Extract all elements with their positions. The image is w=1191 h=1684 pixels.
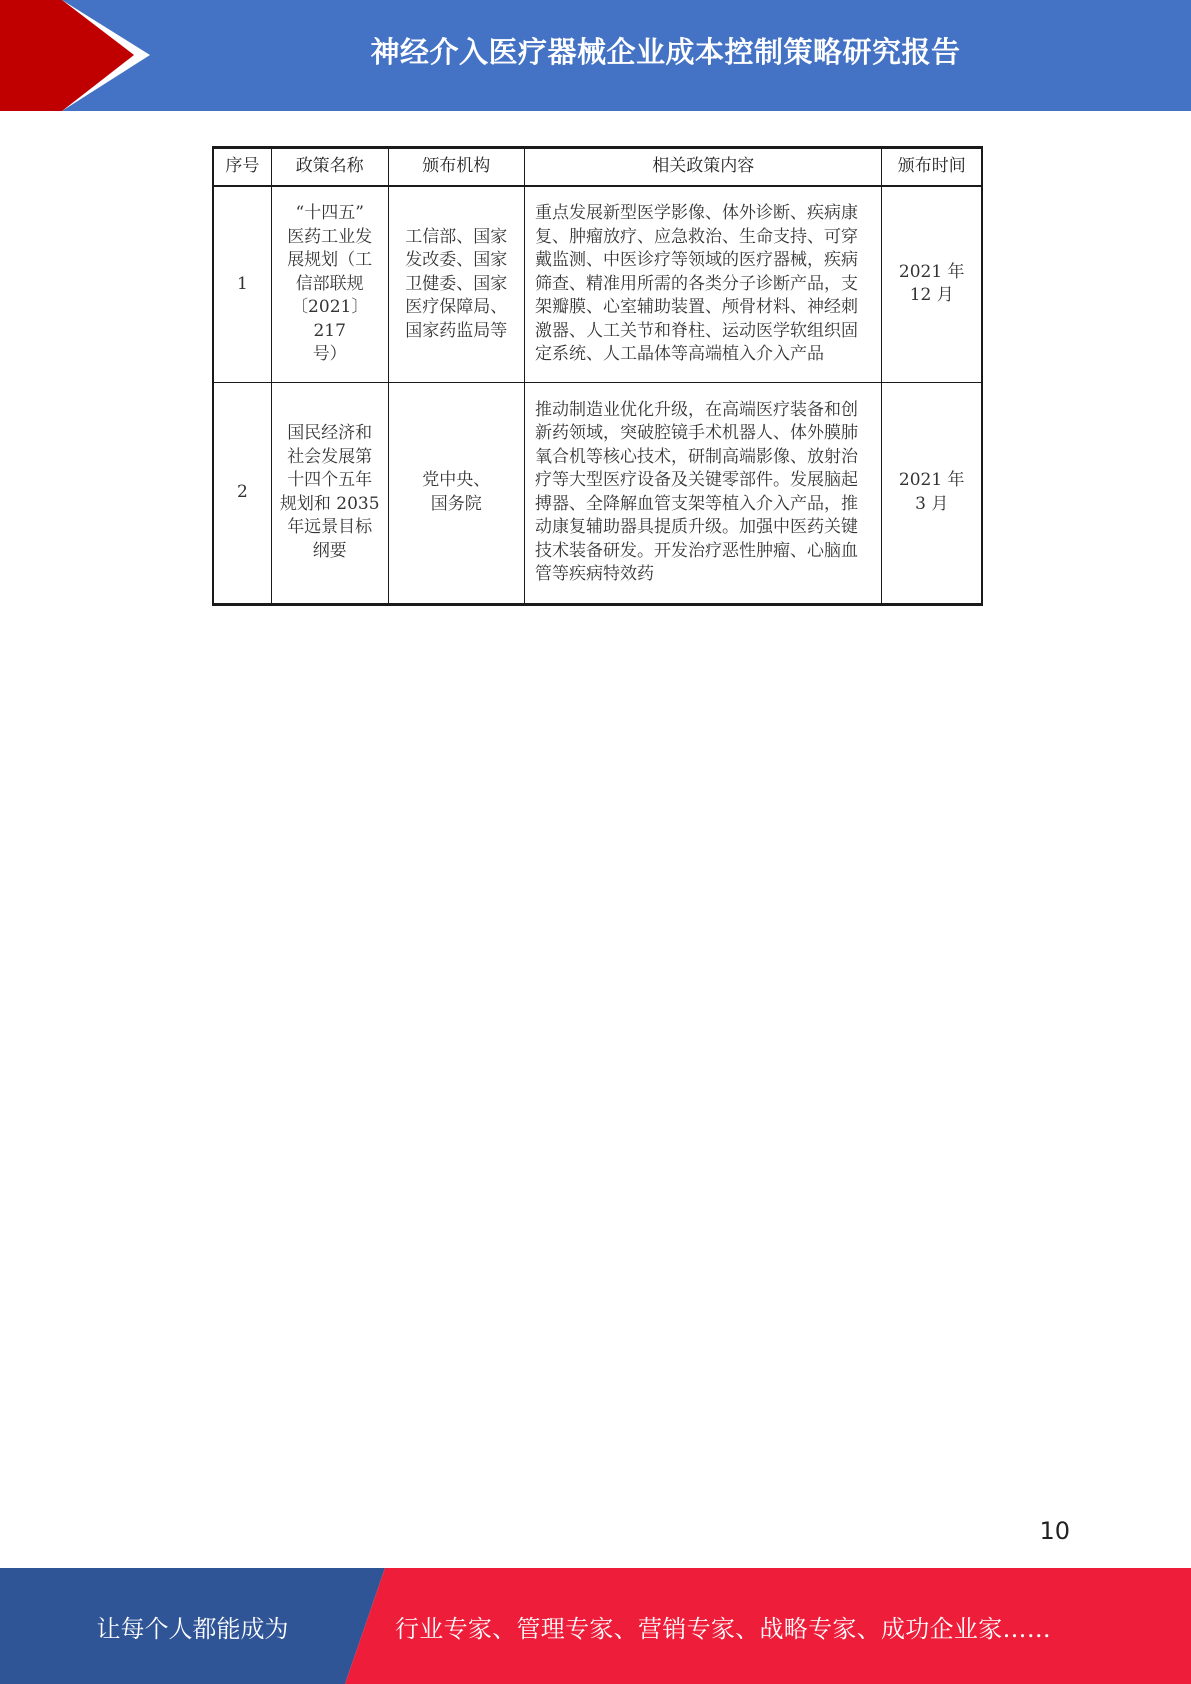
name-line: 信部联规 <box>295 273 364 294</box>
name-line: 国民经济和 <box>287 423 373 443</box>
header-cell-no: 序号 <box>213 148 271 187</box>
date-line: 12 月 <box>909 285 954 306</box>
date-line: 2021 年 <box>898 470 965 490</box>
header-cell-name: 政策名称 <box>271 148 388 187</box>
name-line: 十四个五年 <box>287 470 373 490</box>
cell-org <box>388 186 525 382</box>
policy-table-container <box>212 146 983 606</box>
header-cell-date: 颁布时间 <box>882 148 982 187</box>
name-line: 社会发展第 <box>287 446 373 467</box>
document-title: 神经介入医疗器械企业成本控制策略研究报告 <box>370 34 961 69</box>
name-line: 〔2021〕217 <box>291 297 369 341</box>
org-line: 医疗保障局、 <box>405 297 508 317</box>
table-row <box>213 186 982 382</box>
table-header-row <box>213 148 982 187</box>
cell-content: 重点发展新型医学影像、体外诊断、疾病康复、肿瘤放疗、应急救治、生命支持、可穿戴监测、中医诊疗等领域的医疗器械，疾病筛查、精准用所需的各类分子诊断产品，支架瓣膜、心室辅助装置、颅骨材料、神经刺激器、人工关节和脊柱、运动医学软组织固定系统、人工晶体等高端植入介入产品 <box>525 186 882 382</box>
org-line: 国务院 <box>430 493 482 514</box>
name-line: “十四五” <box>295 203 364 223</box>
chevron-icon <box>0 0 160 111</box>
table-row <box>213 382 982 604</box>
footer-slogan-right: 行业专家、管理专家、营销专家、战略专家、成功企业家…… <box>395 1614 1052 1643</box>
cell-name <box>271 382 388 604</box>
org-line: 国家药监局等 <box>405 320 508 341</box>
org-line: 卫健委、国家 <box>405 273 508 294</box>
cell-no: 2 <box>213 382 271 604</box>
date-line: 3 月 <box>915 493 949 514</box>
date-line: 2021 年 <box>898 261 965 282</box>
page-number: 10 <box>1039 1517 1070 1545</box>
cell-org <box>388 382 525 604</box>
name-line: 纲要 <box>312 540 347 561</box>
footer-bar <box>0 1568 1191 1684</box>
policy-table <box>212 146 983 606</box>
name-line: 年远景目标 <box>287 517 373 537</box>
header-bar <box>0 0 1191 111</box>
header-cell-content: 相关政策内容 <box>525 148 882 187</box>
name-line: 规划和 2035 <box>279 493 380 514</box>
name-line: 展规划（工 <box>287 250 373 270</box>
cell-no: 1 <box>213 186 271 382</box>
org-line: 发改委、国家 <box>405 250 508 270</box>
org-line: 党中央、 <box>422 470 491 490</box>
org-line: 工信部、国家 <box>405 226 508 247</box>
cell-name <box>271 186 388 382</box>
cell-date <box>882 186 982 382</box>
name-line: 号） <box>312 344 347 364</box>
cell-content: 推动制造业优化升级，在高端医疗装备和创新药领域，突破腔镜手术机器人、体外膜肺氧合机等核心技术，研制高端影像、放射治疗等大型医疗设备及关键零部件。发展脑起搏器、全降解血管支架等植入介入产品，推动康复辅助器具提质升级。加强中医药关键技术装备研发。开发治疗恶性肿瘤、心脑血管等疾病特效药 <box>525 382 882 604</box>
header-cell-org: 颁布机构 <box>388 148 525 187</box>
footer-slogan-left: 让每个人都能成为 <box>96 1614 289 1643</box>
cell-date <box>882 382 982 604</box>
name-line: 医药工业发 <box>287 226 373 247</box>
